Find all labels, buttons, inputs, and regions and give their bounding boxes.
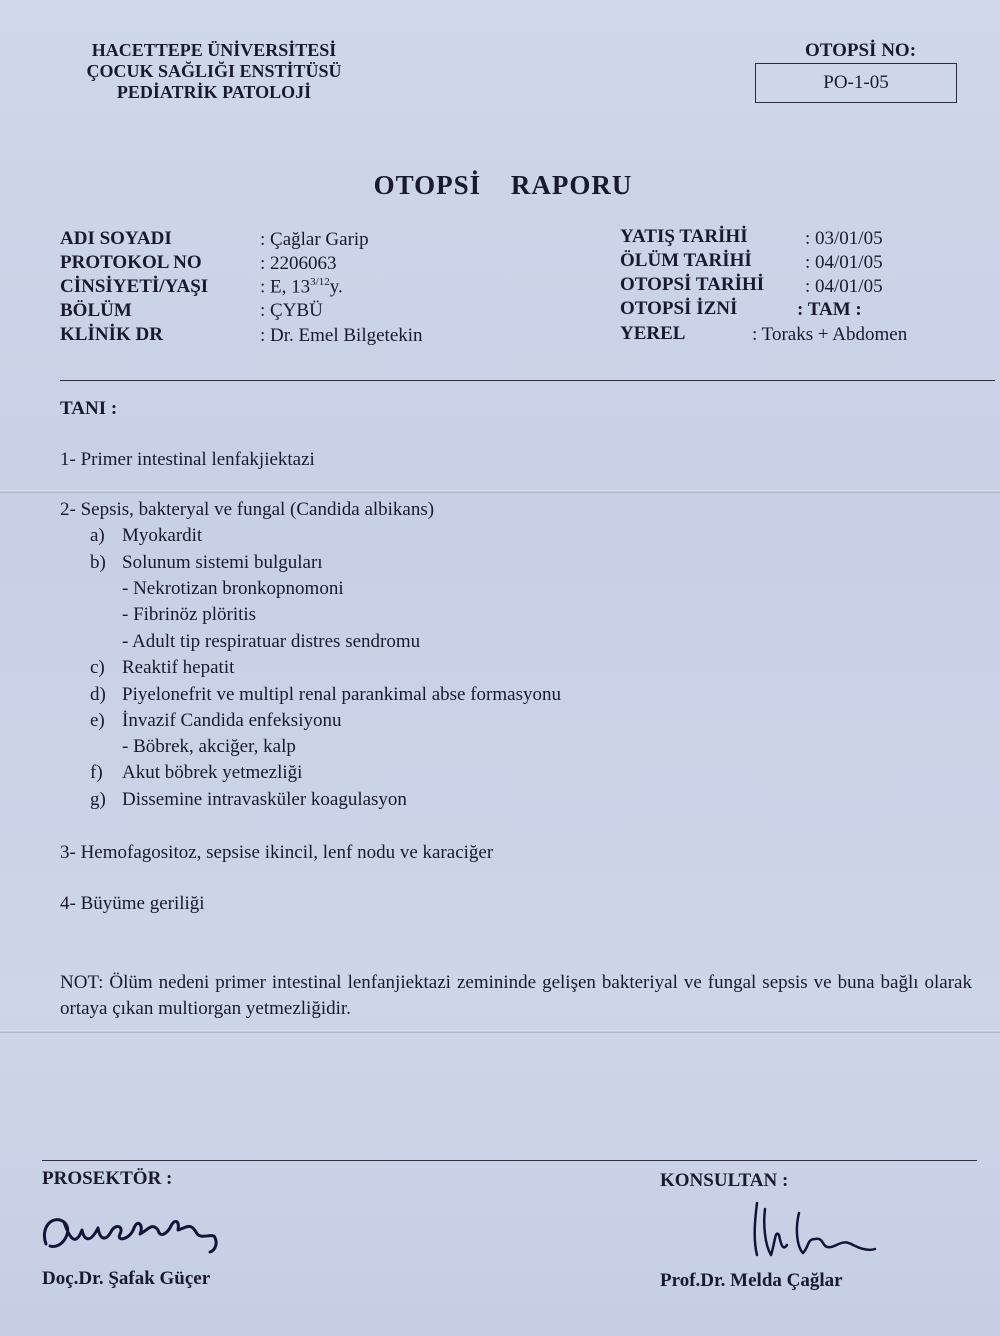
paper-fold	[0, 1030, 1000, 1033]
list-marker: e)	[90, 710, 105, 731]
death-date-value: : 04/01/05	[805, 252, 883, 273]
autopsy-permission-value: : TAM :	[797, 299, 862, 320]
name-label: ADI SOYADI	[60, 228, 172, 249]
name-value: : Çağlar Garip	[260, 229, 369, 250]
autopsy-date-label: OTOPSİ TARİHİ	[620, 274, 765, 295]
otopsi-no-label: OTOPSİ NO:	[805, 40, 917, 61]
diagnosis-line: Akut böbrek yetmezliği	[122, 762, 303, 783]
diagnosis-line: 3- Hemofagositoz, sepsise ikincil, lenf nodu ve karaciğer	[60, 842, 494, 863]
divider	[60, 380, 995, 381]
admission-date-value: : 03/01/05	[805, 228, 883, 249]
diagnosis-subline: - Böbrek, akciğer, kalp	[122, 736, 296, 757]
consultant-signature	[735, 1195, 885, 1265]
sex-age-fraction: 3/12	[310, 276, 330, 288]
note-paragraph: NOT: Ölüm nedeni primer intestinal lenfanjiektazi zemininde gelişen bakteriyal ve fungal sepsis ve buna bağlı olarak ortaya çıkan multiorgan yetmezliğidir.	[60, 972, 972, 1019]
autopsy-permission-label: OTOPSİ İZNİ	[620, 298, 738, 319]
diagnosis-line: 4- Büyüme geriliği	[60, 893, 205, 914]
protocol-value: : 2206063	[260, 253, 337, 274]
list-marker: g)	[90, 789, 106, 810]
institution-line: PEDİATRİK PATOLOJİ	[116, 82, 312, 102]
diagnosis-line: İnvazif Candida enfeksiyonu	[122, 710, 342, 731]
sex-age-value	[260, 276, 343, 298]
title-part: OTOPSİ	[373, 170, 482, 200]
title-part: RAPORU	[510, 170, 633, 200]
sex-age-label: CİNSİYETİ/YAŞI	[60, 276, 209, 297]
diagnosis-line: 2- Sepsis, bakteryal ve fungal (Candida albikans)	[60, 499, 435, 520]
autopsy-date-value: : 04/01/05	[805, 276, 883, 297]
otopsi-no-value: PO-1-05	[755, 63, 957, 103]
local-label: YEREL	[620, 323, 686, 344]
list-marker: d)	[90, 684, 106, 705]
protocol-label: PROTOKOL NO	[60, 252, 202, 273]
diagnosis-subline: - Fibrinöz plöritis	[122, 604, 257, 625]
diagnosis-line: Solunum sistemi bulguları	[122, 552, 323, 573]
list-marker: f)	[90, 762, 103, 783]
list-marker: b)	[90, 552, 106, 573]
list-marker: c)	[90, 657, 105, 678]
diagnosis-line: Dissemine intravasküler koagulasyon	[122, 789, 407, 810]
sex-age-suffix: y.	[329, 276, 343, 298]
sex-age-main: : E, 13	[260, 276, 311, 298]
dept-label: BÖLÜM	[60, 300, 132, 321]
list-marker: a)	[90, 525, 105, 546]
prosector-label: PROSEKTÖR :	[42, 1168, 173, 1189]
doctor-label: KLİNİK DR	[60, 324, 163, 345]
institution-line: HACETTEPE ÜNİVERSİTESİ	[91, 40, 337, 60]
doctor-value: : Dr. Emel Bilgetekin	[260, 325, 423, 346]
prosector-name: Doç.Dr. Şafak Güçer	[42, 1268, 211, 1289]
prosector-signature	[40, 1200, 230, 1270]
admission-date-label: YATIŞ TARİHİ	[620, 226, 748, 247]
diagnosis-line: Reaktif hepatit	[122, 657, 235, 678]
diagnosis-subline: - Adult tip respiratuar distres sendromu	[122, 631, 421, 652]
diagnosis-subline: - Nekrotizan bronkopnomoni	[122, 578, 344, 599]
consultant-name: Prof.Dr. Melda Çağlar	[660, 1270, 843, 1291]
diagnosis-line: Myokardit	[122, 525, 203, 546]
institution-line: ÇOCUK SAĞLIĞI ENSTİTÜSÜ	[86, 61, 342, 81]
diagnosis-line: Piyelonefrit ve multipl renal parankimal abse formasyonu	[122, 684, 561, 705]
consultant-label: KONSULTAN :	[660, 1170, 789, 1191]
local-value: : Toraks + Abdomen	[752, 324, 908, 345]
dept-value: : ÇYBÜ	[260, 300, 323, 321]
page-title	[0, 170, 1000, 201]
paper-fold	[0, 490, 1000, 493]
diagnosis-heading: TANI :	[60, 398, 118, 419]
death-date-label: ÖLÜM TARİHİ	[620, 250, 752, 271]
institution-header	[64, 40, 364, 103]
diagnosis-line: 1- Primer intestinal lenfakjiektazi	[60, 449, 315, 470]
divider	[42, 1160, 977, 1161]
